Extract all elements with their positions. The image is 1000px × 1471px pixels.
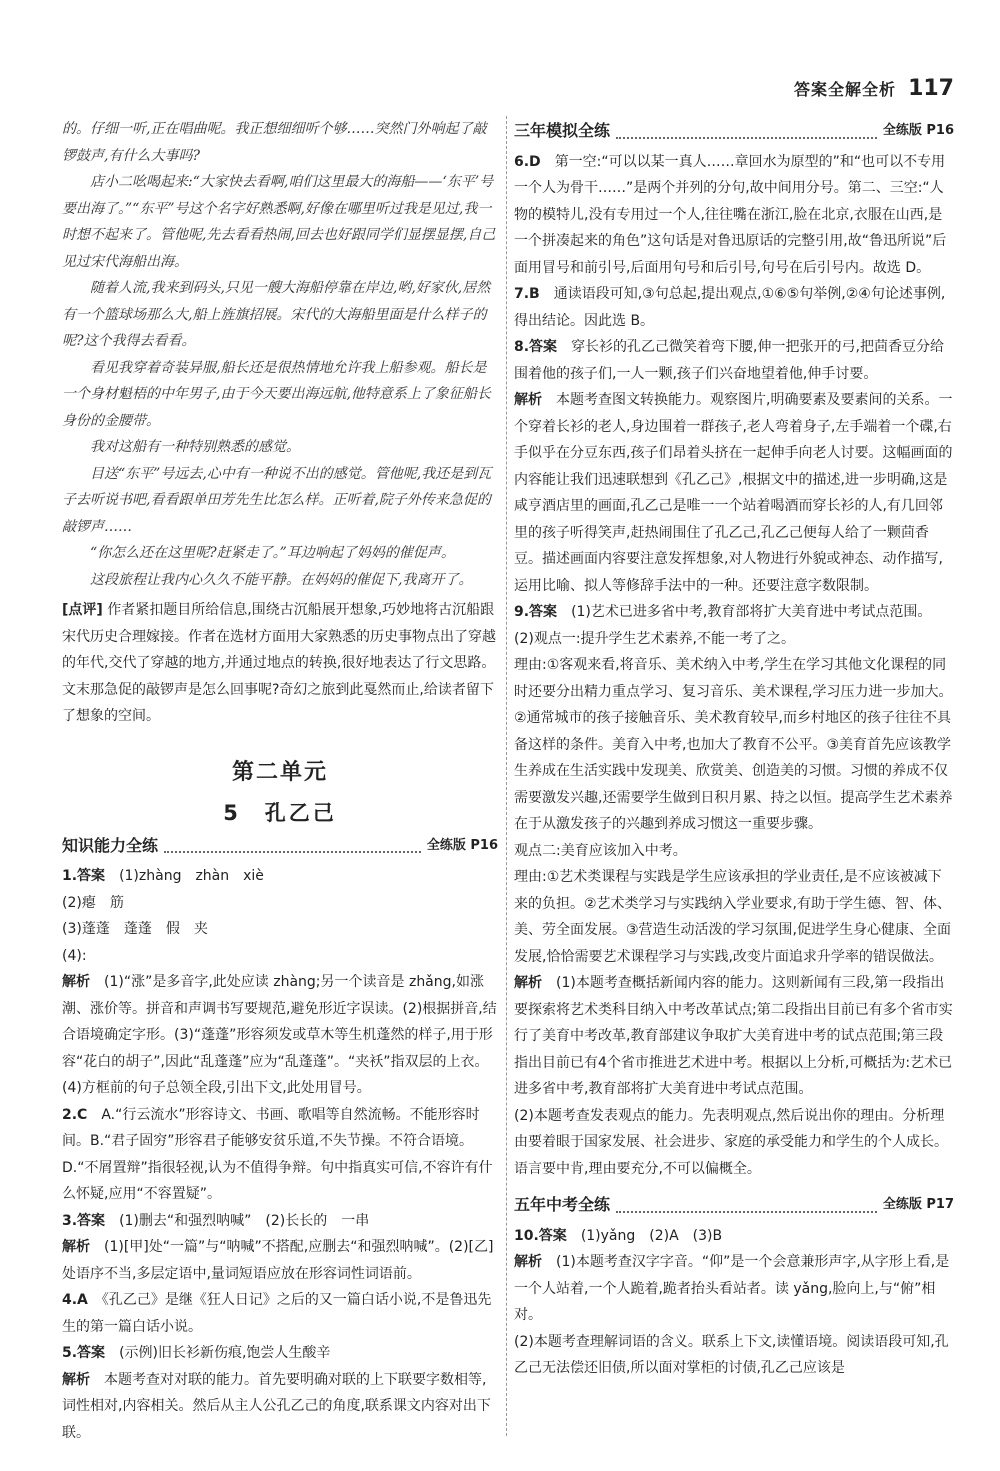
answer-text: 通读语段可知,③句总起,提出观点,①⑥⑤句举例,②④句论述事例,得出结论。因此选 B。: [514, 286, 946, 329]
answer-line: (1)yǎng (2)A (3)B: [580, 1227, 723, 1244]
analysis-text: 本题考查图文转换能力。观察图片,明确要素及要素间的关系。一个穿着长衫的老人,身边围着一群孩子,老人弯着身子,左手端着一个碟,右手似乎在分豆东西,孩子们昂着头挤在一起伸手向老人讨要。这幅画面的内容能让我们迅速联想到《孔乙己》,根据文中的描述,进一步明确,这是咸亨酒店里的画面,孔乙己是唯一一个站着喝酒而穿长衫的人,有几回邻里的孩子听得笑声,赶热闹围住了孔乙己,孔乙己便每人给了一颗茴香豆。描述画面内容要注意发挥想象,对人物进行外貌或神态、动作描写,运用比喻、拟人等修辞手法中的一种。还要注意字数限制。: [514, 392, 953, 594]
review-text: 作者紧扣题目所给信息,围绕古沉船展开想象,巧妙地将古沉船跟宋代历史合理嫁接。作者在选材方面用大家熟悉的历史事物点出了穿越的年代,交代了穿越的地方,并通过地点的转换,很好地表达了行文思路。文末那急促的敲锣声是怎么回事呢?奇幻之旅到此戛然而止,给读者留下了想象的空间。: [62, 602, 496, 724]
right-column: [514, 118, 954, 1382]
analysis-text: (1)本题考查概括新闻内容的能力。这则新闻有三段,第一段指出要探索将艺术类科目纳入中考改革试点;第二段指出目前已有多个省市实行了美育中考改革,教育部建议争取扩大美育进中考的试点范围;第三段指出目前已有4个省市推进艺术进中考。根据以上分析,可概括为:艺术已进多省中考,教育部将扩大美育进中考试点范围。: [514, 975, 953, 1097]
analysis-text: (1)“涨”是多音字,此处应读 zhàng;另一个读音是 zhǎng,如涨潮、涨价等。拼音和声调书写要规范,避免形近字误读。(2)根据拼音,结合语境确定字形。(3)“蓬蓬”形容须发或草木等生机蓬然的样子,用于形容“花白的胡子”,因此“乱蓬蓬”应为“乱蓬蓬”。“夹袄”指双层的上衣。(4)方框前的句子总领全段,引出下文,此处用冒号。: [62, 974, 497, 1096]
question-number: 9.答案: [514, 604, 558, 620]
question-10: [514, 1223, 954, 1382]
question-1: [62, 863, 498, 1102]
answer-line: 观点二:美育应该加入中考。: [514, 842, 687, 859]
section-header-knowledge: [62, 833, 498, 860]
section-ref: 全练版 P16: [426, 837, 498, 853]
answer-line: (3)蓬蓬 蓬蓬 假 夹: [62, 921, 208, 937]
question-number: 4.A: [62, 1292, 88, 1308]
question-7: [514, 281, 954, 334]
analysis-label: 解析: [62, 1371, 90, 1388]
analysis-label: 解析: [514, 1254, 542, 1270]
answer-line: 理由:①客观来看,将音乐、美术纳入中考,学生在学习其他文化课程的同时还要分出精力重点学习、复习音乐、美术课程,学习压力进一步加大。②通常城市的孩子接触音乐、美术教育较早,而乡村地区的孩子往往不具备这样的条件。美育入中考,也加大了教育不公平。③美育首先应该教学生养成在生活实践中发现美、欣赏美、创造美的习惯。习惯的养成不仅需要激发兴趣,还需要学生做到日积月累、持之以恒。提高学生艺术素养在于从激发孩子的兴趣到养成习惯这一重要步骤。: [514, 657, 953, 832]
question-2: [62, 1102, 498, 1208]
section-header-three-year: [514, 118, 954, 145]
answer-line: (1)艺术已进多省中考,教育部将扩大美育进中考试点范围。: [571, 604, 932, 620]
section-name: 三年模拟全练: [514, 121, 611, 140]
question-8: [514, 334, 954, 599]
essay-paragraph: 这段旅程让我内心久久不能平静。在妈妈的催促下,我离开了。: [90, 571, 473, 588]
analysis-text: (2)本题考查理解词语的含义。联系上下文,读懂语境。阅读语段可知,孔乙己无法偿还旧债,所以面对掌柜的讨债,孔乙己应该是: [514, 1333, 949, 1376]
answer-line: (4):: [62, 947, 87, 964]
question-number: 1.答案: [62, 868, 106, 884]
review: [62, 597, 498, 730]
question-number: 5.答案: [62, 1345, 106, 1361]
section-dots: [616, 1211, 877, 1213]
analysis-label: 解析: [62, 974, 90, 990]
page-header: [794, 76, 954, 101]
section-ref: 全练版 P17: [882, 1197, 954, 1212]
answer-line: (1)zhàng zhàn xiè: [119, 868, 264, 884]
question-6: [514, 149, 954, 282]
section-dots: [164, 851, 421, 853]
answer-line: 穿长衫的孔乙己微笑着弯下腰,伸一把张开的弓,把茴香豆分给围着他的孩子们,一人一颗,孩子们兴奋地望着他,伸手讨要。: [514, 339, 944, 382]
question-9: [514, 599, 954, 1182]
analysis-text: 本题考查对对联的能力。首先要明确对联的上下联要字数相等,词性相对,内容相关。然后从主人公孔乙己的角度,联系课文内容对出下联。: [62, 1371, 491, 1441]
analysis-text: (1)本题考查汉字字音。“仰”是一个会意兼形声字,从字形上看,是一个人站着,一个人跪着,跪者抬头看站者。读 yǎng,脸向上,与“俯”相对。: [514, 1254, 950, 1323]
question-number: 6.D: [514, 153, 541, 170]
question-number: 2.C: [62, 1106, 88, 1123]
essay-paragraph: 我对这船有一种特别熟悉的感觉。: [90, 439, 300, 455]
question-number: 10.答案: [514, 1227, 567, 1244]
answer-line: (1)删去“和强烈呐喊” (2)长长的 一串: [119, 1212, 370, 1229]
answer-line: (2)瘪 筋: [62, 894, 124, 911]
essay-text: [62, 116, 498, 593]
section-header-five-year: [514, 1192, 954, 1219]
essay-paragraph: 看见我穿着奇装异服,船长还是很热情地允许我上船参观。船长是一个身材魁梧的中年男子,由于今天要出海远航,他特意系上了象征船长身份的金腰带。: [62, 359, 491, 429]
section-name: 知识能力全练: [62, 835, 159, 855]
section-name: 五年中考全练: [514, 1195, 611, 1214]
essay-paragraph: 随着人流,我来到码头,只见一艘大海船停靠在岸边,哟,好家伙,居然有一个篮球场那么大,船上旌旗招展。宋代的大海船里面是什么样子的呢?这个我得去看看。: [62, 280, 491, 349]
question-number: 8.答案: [514, 339, 558, 355]
answer-line: 理由:①艺术类课程与实践是学生应该承担的学业责任,是不应该被减下来的负担。②艺术类学习与实践纳入学业要求,有助于学生德、智、体、美、劳全面发展。③营造生动活泼的学习氛围,促进学生身心健康、全面发展,恰恰需要艺术课程学习与实践,改变片面追求升学率的错误做法。: [514, 869, 951, 965]
question-5: [62, 1340, 498, 1446]
answer-text: A.“行云流水”形容诗文、书画、歌唱等自然流畅。不能形容时间。B.“君子固穷”形容君子能够安贫乐道,不失节操。不符合语境。D.“不屑置辩”指很轻视,认为不值得争辩。句中指真实可信,不容许有什么怀疑,应用“不容置疑”。: [62, 1106, 493, 1202]
section-ref: 全练版 P16: [882, 123, 954, 138]
analysis-text: (2)本题考查发表观点的能力。先表明观点,然后说出你的理由。分析理由要着眼于国家发展、社会进步、家庭的承受能力和学生的个人成长。语言要中肯,理由要充分,不可以偏概全。: [514, 1107, 948, 1177]
answer-line: (示例)旧长衫新伤痕,饱尝人生酸辛: [119, 1345, 331, 1361]
lesson-title: 5 孔乙己: [223, 801, 337, 825]
header-title: 答案全解全析: [794, 80, 897, 99]
page-number: 117: [908, 76, 954, 101]
column-divider: [506, 116, 507, 1436]
unit-title: 第二单元: [231, 759, 328, 785]
analysis-label: 解析: [62, 1239, 90, 1255]
answer-text: 《孔乙己》是继《狂人日记》之后的又一篇白话小说,不是鲁迅先生的第一篇白话小说。: [62, 1292, 492, 1335]
question-4: [62, 1287, 498, 1340]
analysis-label: 解析: [514, 975, 542, 991]
essay-paragraph: “你怎么还在这里呢?赶紧走了。”耳边响起了妈妈的催促声。: [90, 545, 455, 561]
essay-paragraph: 店小二吆喝起来:“大家快去看啊,咱们这里最大的海船——‘东平’号要出海了。”“东平”号这个名字好熟悉啊,好像在哪里听过我是见过,我一时想不起来了。管他呢,先去看看热闹,回去也好跟同学们显摆显摆,自己见过宋代海船出海。: [62, 174, 496, 270]
question-number: 7.B: [514, 286, 540, 302]
answer-line: (2)观点一:提升学生艺术素养,不能一考了之。: [514, 630, 795, 647]
answer-text: 第一空:“可以以某一真人……章回水为原型的”和“也可以不专用一个人为骨干……”是两个并列的分句,故中间用分号。第二、三空:“人物的模特儿,没有专用过一个人,往往嘴在浙江,脸在北京,衣服在山西,是一个拼凑起来的角色”这句话是对鲁迅原话的完整引用,故“鲁迅所说”后面用冒号和前引号,后面用句号和后引号,句号在后引号内。故选 D。: [514, 153, 947, 276]
question-number: 3.答案: [62, 1212, 106, 1229]
question-3: [62, 1208, 498, 1288]
left-column: [62, 116, 498, 1446]
essay-paragraph: 目送“东平”号远去,心中有一种说不出的感觉。管他呢,我还是到瓦子去听说书吧,看看跟单田芳先生比怎么样。正听着,院子外传来急促的敲锣声……: [62, 465, 492, 535]
essay-paragraph: 的。仔细一听,正在唱曲呢。我正想细细听个够……突然门外响起了敲锣鼓声,有什么大事吗?: [62, 121, 487, 164]
analysis-text: (1)[甲]处“一篇”与“呐喊”不搭配,应删去“和强烈呐喊”。(2)[乙]处语序不当,多层定语中,量词短语应放在形容词性词语前。: [62, 1239, 494, 1282]
review-tag: [点评]: [62, 602, 103, 618]
section-dots: [616, 137, 877, 139]
analysis-label: 解析: [514, 392, 542, 408]
